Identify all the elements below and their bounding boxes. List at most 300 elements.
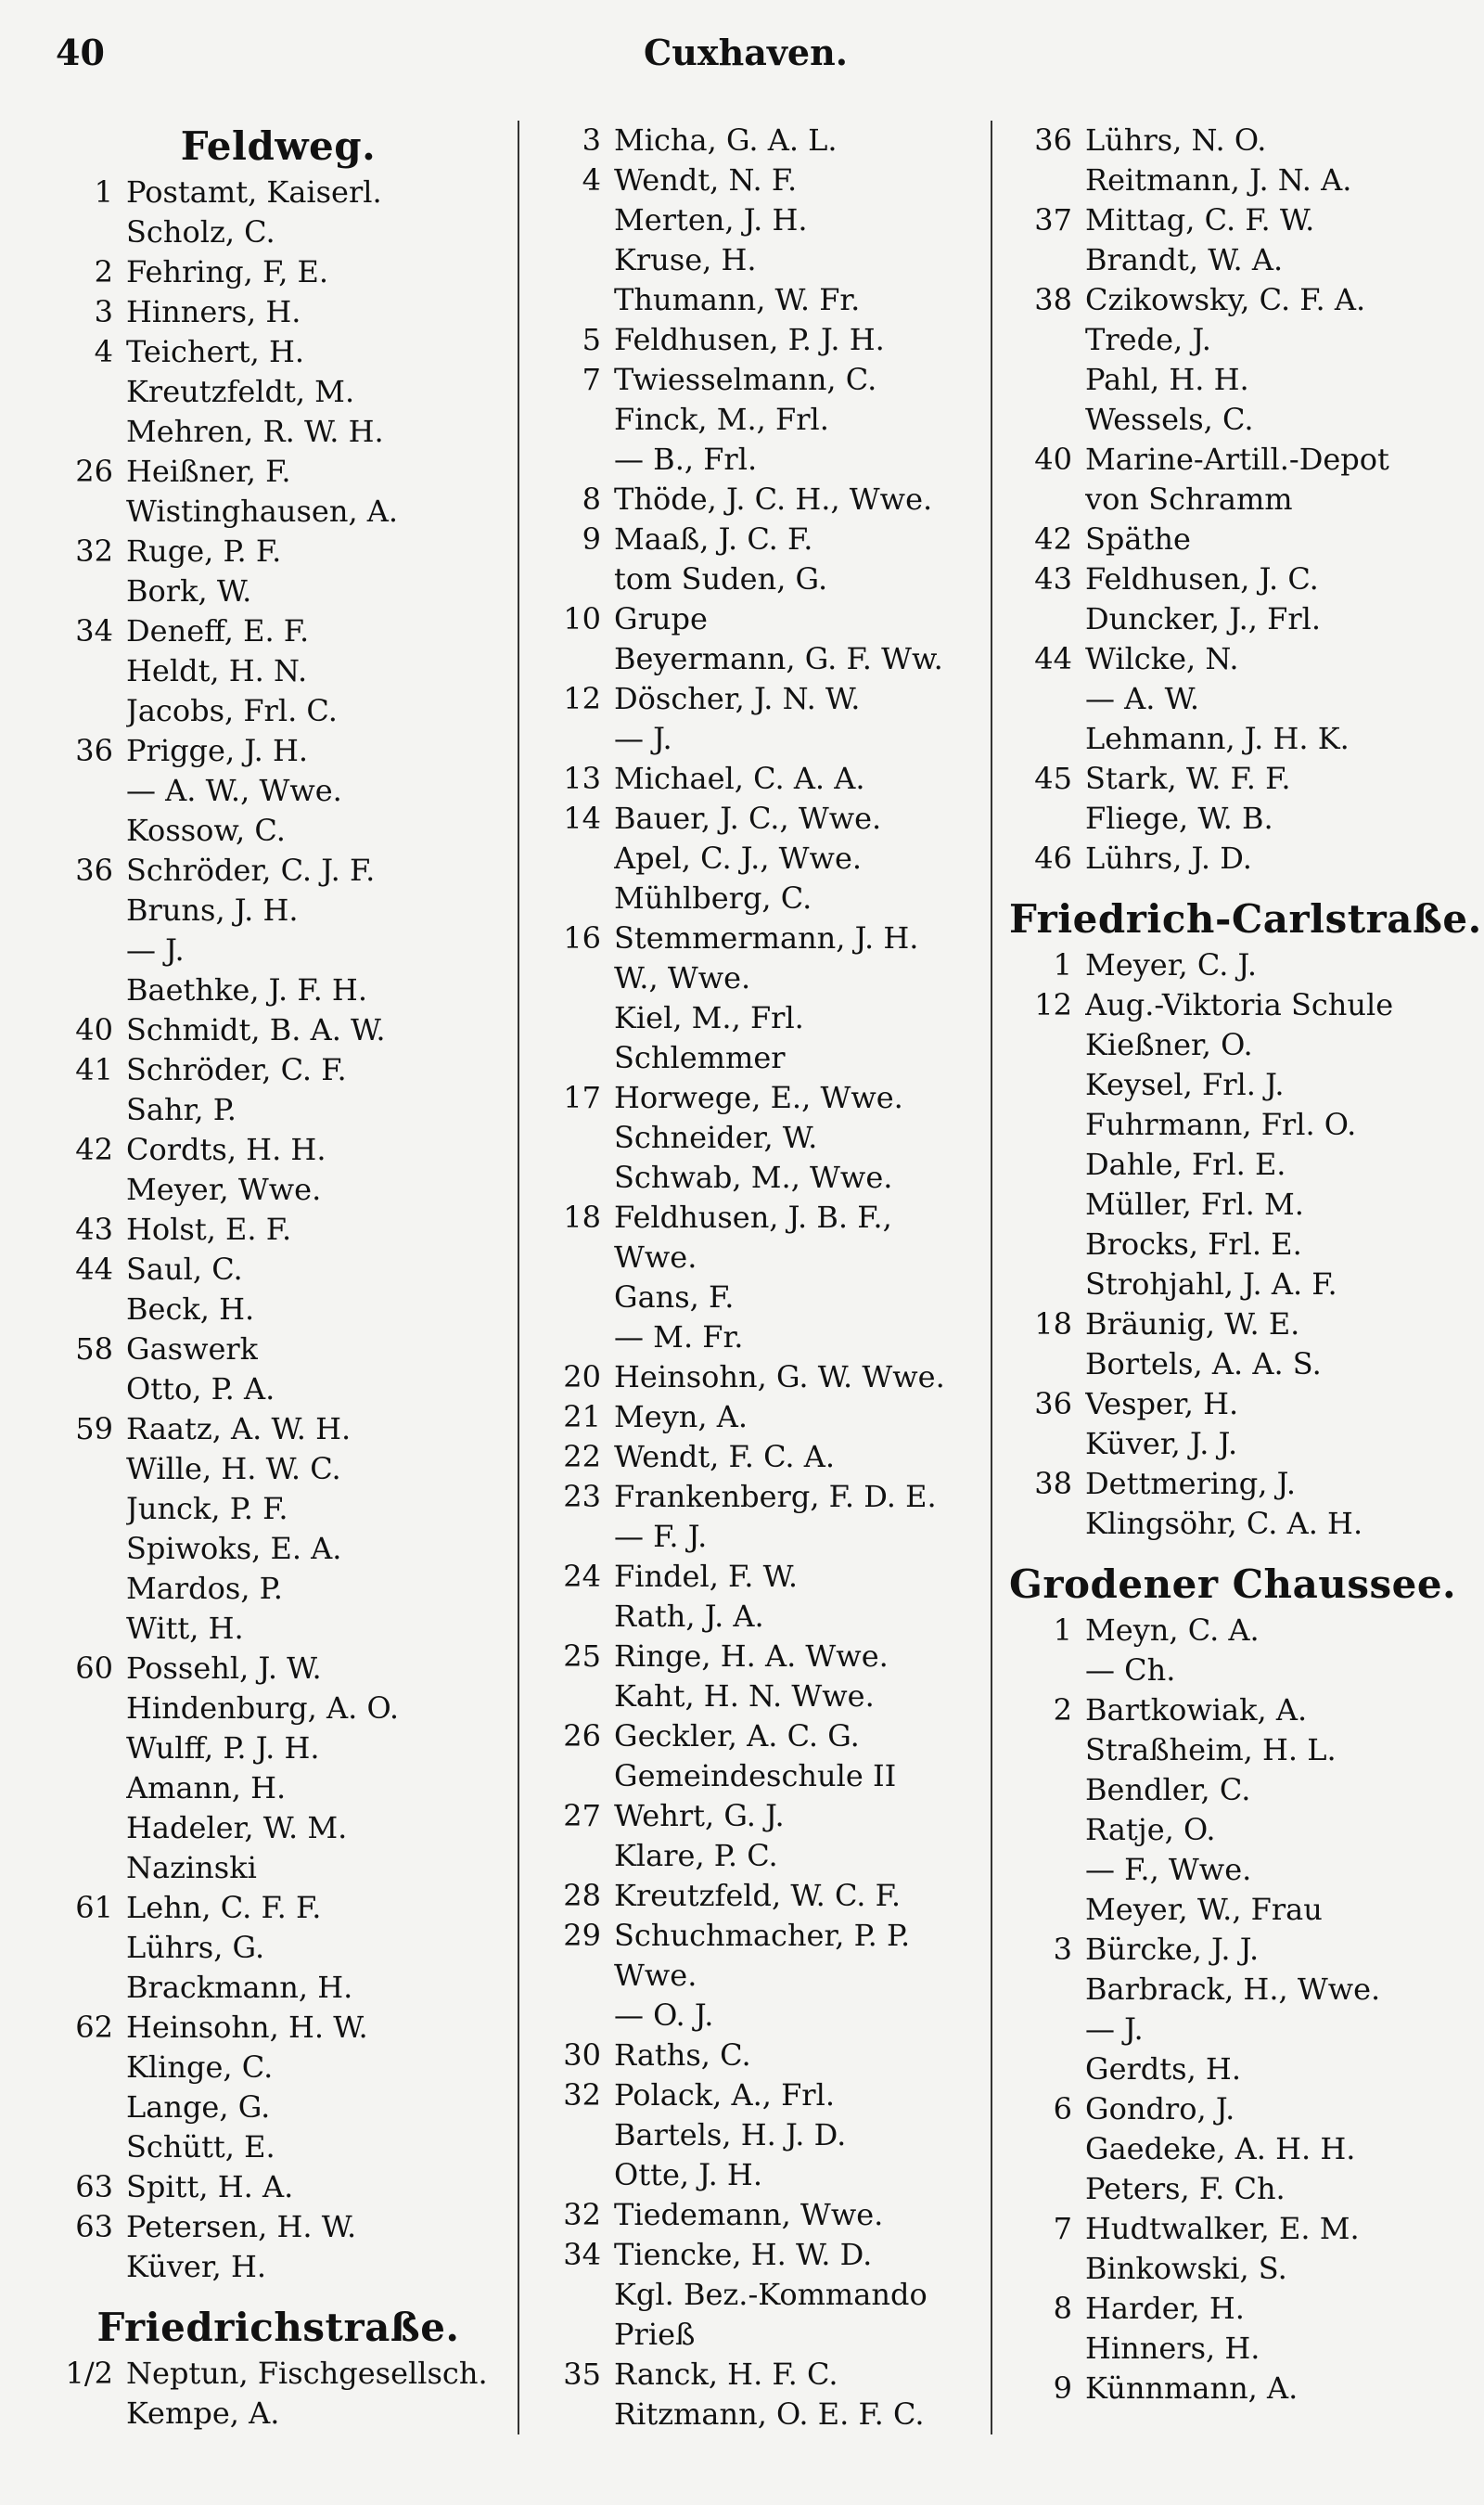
house-number: 43 [75,1212,113,1247]
directory-entry [56,2008,501,2048]
directory-entry [56,2048,501,2088]
resident-name: — A. W., Wwe. [126,773,342,808]
house-number [538,958,614,998]
house-number [1009,240,1085,280]
house-number: 42 [1034,521,1072,557]
directory-entry [538,2315,981,2355]
house-number: 2 [1053,1692,1072,1728]
resident-name: Frankenberg, F. D. E. [614,1479,937,1514]
directory-entry [56,1489,501,1529]
directory-entry [538,918,981,958]
house-number [538,200,614,240]
resident-name: Beyermann, G. F. Ww. [614,641,943,676]
directory-entry [1009,2010,1436,2049]
house-number: 2 [94,254,113,289]
resident-name: Twiesselmann, C. [614,362,877,397]
directory-entry [56,691,501,731]
directory-entry [1009,2289,1436,2329]
directory-entry [1009,1265,1436,1304]
directory-entry [56,173,501,212]
house-number: 24 [563,1559,601,1594]
directory-entry [56,1968,501,2008]
directory-entry [538,2395,981,2434]
house-number [56,1090,126,1130]
house-number: 40 [75,1012,113,1047]
directory-entry [56,1888,501,1928]
house-number: 18 [1034,1306,1072,1342]
resident-name: Fuhrmann, Frl. O. [1085,1107,1357,1142]
house-number: 30 [563,2037,601,2073]
resident-name: Feldhusen, P. J. H. [614,322,885,357]
house-number: 3 [582,122,601,158]
house-number [538,2395,614,2434]
house-number [538,1996,614,2036]
house-number [56,1529,126,1569]
resident-name: Tiencke, H. W. D. [614,2237,873,2272]
directory-entry [538,1876,981,1916]
house-number: 63 [75,2209,113,2244]
house-number [1009,1225,1085,1265]
directory-entry [56,611,501,651]
house-number: 32 [563,2197,601,2232]
directory-entry [538,1557,981,1597]
directory-entry [538,1198,981,1238]
house-number [538,1517,614,1557]
resident-name: Gemeindeschule II [614,1758,897,1793]
house-number [1009,1810,1085,1850]
directory-entry [538,2115,981,2155]
resident-name: Hinners, H. [1085,2331,1260,2366]
directory-entry [538,2235,981,2275]
house-number [538,1238,614,1278]
house-number: 16 [563,920,601,956]
house-number [56,771,126,811]
resident-name: Otto, P. A. [126,1371,275,1407]
house-number [538,2275,614,2315]
directory-entry [1009,200,1436,240]
resident-name: Gaswerk [126,1331,259,1367]
directory-entry [538,679,981,719]
resident-name: Petersen, H. W. [126,2209,357,2244]
resident-name: Aug.-Viktoria Schule [1085,987,1394,1022]
house-number: 10 [563,601,601,636]
directory-entry [56,811,501,851]
resident-name: Küver, J. J. [1085,1426,1238,1461]
house-number [538,839,614,879]
directory-entry [1009,1065,1436,1105]
resident-name: Ruge, P. F. [126,533,282,569]
directory-entry [538,839,981,879]
directory-entry [538,2036,981,2075]
resident-name: Otte, J. H. [614,2157,762,2192]
resident-name: Schwab, M., Wwe. [614,1160,893,1195]
house-number: 1 [94,174,113,210]
resident-name: Micha, G. A. L. [614,122,838,158]
directory-entry [1009,2249,1436,2289]
resident-name: — Ch. [1085,1652,1176,1688]
directory-entry [538,1517,981,1557]
directory-entry [538,1437,981,1477]
directory-entry [56,1808,501,1848]
resident-name: — F., Wwe. [1085,1852,1252,1887]
resident-name: — J. [126,932,185,968]
house-number [56,2127,126,2167]
directory-entry [538,1278,981,1317]
directory-entry [56,731,501,771]
house-number [1009,2169,1085,2209]
directory-entry [56,412,501,452]
house-number [1009,320,1085,360]
directory-entry [56,891,501,931]
directory-entry [538,280,981,320]
directory-entry [56,1768,501,1808]
house-number: 60 [75,1651,113,1686]
house-number [538,879,614,918]
column-3 [991,121,1482,2434]
resident-name: tom Suden, G. [614,561,828,597]
house-number [538,240,614,280]
street-heading: Grodener Chaussee. [1009,1561,1457,1607]
resident-name: Reitmann, J. N. A. [1085,162,1352,198]
resident-name: Mittag, C. F. W. [1085,202,1315,238]
resident-name: — J. [1085,2011,1144,2047]
house-number: 9 [582,521,601,557]
directory-entry [56,1250,501,1290]
directory-entry [56,1409,501,1449]
house-number [1009,1344,1085,1384]
directory-entry [538,599,981,639]
directory-entry [56,532,501,572]
house-number [538,1158,614,1198]
resident-name: Wessels, C. [1085,402,1254,437]
directory-entry [538,1317,981,1357]
house-number: 4 [582,162,601,198]
resident-name: Gaedeke, A. H. H. [1085,2131,1356,2166]
directory-entry [1009,480,1436,520]
directory-entry [1009,1504,1436,1544]
resident-name: Schmidt, B. A. W. [126,1012,386,1047]
house-number [56,412,126,452]
resident-name: Apel, C. J., Wwe. [614,841,863,876]
resident-name: Wille, H. W. C. [126,1451,341,1486]
house-number: 36 [1034,122,1072,158]
resident-name: Meyn, A. [614,1399,748,1434]
house-number: 34 [75,613,113,649]
house-number: 7 [582,362,601,397]
directory-entry [56,1728,501,1768]
house-number [56,492,126,532]
directory-entry [538,1597,981,1637]
directory-entry [1009,520,1436,559]
directory-entry [538,799,981,839]
directory-entry [538,2075,981,2115]
house-number [1009,2010,1085,2049]
house-number [56,970,126,1010]
resident-name: Pahl, H. H. [1085,362,1249,397]
directory-entry [538,1756,981,1796]
house-number: 40 [1034,442,1072,477]
resident-name: Keysel, Frl. J. [1085,1067,1285,1102]
resident-name: Peters, F. Ch. [1085,2171,1286,2206]
resident-name: Meyer, Wwe. [126,1172,322,1207]
directory-entry [1009,839,1436,879]
house-number [538,719,614,759]
directory-entry [1009,1025,1436,1065]
house-number [56,2088,126,2127]
directory-entry [56,1170,501,1210]
house-number [1009,1145,1085,1185]
resident-name: Feldhusen, J. C. [1085,561,1319,597]
directory-entry [1009,1344,1436,1384]
house-number [56,1968,126,2008]
directory-entry [1009,1850,1436,1890]
directory-entry [1009,1105,1436,1145]
directory-entry [538,1158,981,1198]
house-number [538,1038,614,1078]
directory-entry [538,161,981,200]
house-number [56,1609,126,1649]
house-number [1009,1970,1085,2010]
resident-name: Hadeler, W. M. [126,1810,348,1845]
house-number [56,1848,126,1888]
resident-name: — J. [614,721,672,756]
directory-entry [538,200,981,240]
house-number [56,691,126,731]
resident-name: Thöde, J. C. H., Wwe. [614,482,933,517]
resident-name: Lehmann, J. H. K. [1085,721,1350,756]
resident-name: Kreutzfeld, W. C. F. [614,1878,902,1913]
directory-entry [56,1050,501,1090]
resident-name: Prieß [614,2317,696,2352]
house-number: 8 [1053,2291,1072,2326]
resident-name: Kossow, C. [126,813,286,848]
directory-entry [538,1996,981,2036]
house-number: 26 [75,454,113,489]
house-number [538,559,614,599]
house-number [56,2247,126,2287]
house-number: 27 [563,1798,601,1833]
resident-name: Postamt, Kaiserl. [126,174,382,210]
resident-name: — A. W. [1085,681,1200,716]
resident-name: Kaht, H. N. Wwe. [614,1678,875,1714]
resident-name: Kiel, M., Frl. [614,1000,804,1035]
directory-entry [1009,945,1436,985]
resident-name: Kgl. Bez.-Kommando [614,2277,928,2312]
house-number: 1/2 [65,2356,113,2391]
house-number: 38 [1034,282,1072,317]
directory-entry [538,121,981,161]
resident-name: Künnmann, A. [1085,2370,1298,2406]
directory-entry [538,1637,981,1676]
house-number: 22 [563,1439,601,1474]
house-number [538,639,614,679]
house-number: 12 [563,681,601,716]
resident-name: Mühlberg, C. [614,880,812,916]
house-number: 18 [563,1200,601,1235]
directory-entry [1009,2169,1436,2209]
directory-entry [56,1529,501,1569]
house-number: 63 [75,2169,113,2204]
directory-entry [538,320,981,360]
house-number: 14 [563,801,601,836]
resident-name: Lehn, C. F. F. [126,1890,322,1925]
resident-name: Horwege, E., Wwe. [614,1080,903,1115]
resident-name: Schütt, E. [126,2129,275,2165]
directory-entry [1009,1384,1436,1424]
directory-entry [538,1357,981,1397]
resident-name: Scholz, C. [126,214,275,250]
house-number [56,1689,126,1728]
street-heading: Friedrichstraße. [96,2305,460,2350]
house-number [1009,1185,1085,1225]
directory-entry [1009,1690,1436,1730]
directory-entry [56,252,501,292]
house-number: 36 [75,853,113,888]
directory-entry [1009,1730,1436,1770]
directory-entry [1009,2329,1436,2369]
directory-entry [538,2355,981,2395]
resident-name: Wwe. [614,1240,697,1275]
directory-entry [1009,360,1436,400]
resident-name: Bürcke, J. J. [1085,1932,1260,1967]
resident-name: Amann, H. [126,1770,287,1805]
directory-entry [1009,2209,1436,2249]
directory-entry [56,1290,501,1330]
house-number: 23 [563,1479,601,1514]
resident-name: Wehrt, G. J. [614,1798,785,1833]
directory-entry [1009,2049,1436,2089]
resident-name: Junck, P. F. [126,1491,288,1526]
directory-columns [56,121,1482,2434]
house-number [56,1449,126,1489]
directory-entry [56,1689,501,1728]
resident-name: Heißner, F. [126,454,291,489]
resident-name: Prigge, J. H. [126,733,309,768]
directory-entry [1009,161,1436,200]
house-number [538,1836,614,1876]
resident-name: Gondro, J. [1085,2091,1235,2126]
resident-name: Schlemmer [614,1040,786,1075]
directory-entry [1009,240,1436,280]
directory-entry [1009,1304,1436,1344]
directory-entry [1009,599,1436,639]
directory-entry [1009,1145,1436,1185]
directory-entry [56,2088,501,2127]
resident-name: Sahr, P. [126,1092,237,1127]
directory-entry [56,372,501,412]
resident-name: Wulff, P. J. H. [126,1730,320,1766]
resident-name: Stark, W. F. F. [1085,761,1291,796]
directory-entry [1009,759,1436,799]
resident-name: Kreutzfeldt, M. [126,374,355,409]
directory-entry [56,1010,501,1050]
house-number: 46 [1034,841,1072,876]
directory-entry [538,998,981,1038]
house-number [538,1317,614,1357]
directory-entry [1009,559,1436,599]
resident-name: Mehren, R. W. H. [126,414,384,449]
house-number: 7 [1053,2211,1072,2246]
resident-name: Schröder, C. F. [126,1052,347,1087]
directory-entry [1009,679,1436,719]
directory-entry [1009,1810,1436,1850]
resident-name: Meyer, C. J. [1085,947,1258,983]
resident-name: Grupe [614,601,708,636]
house-number [1009,1504,1085,1544]
house-number [538,1676,614,1716]
directory-entry [56,452,501,492]
directory-entry [538,2275,981,2315]
directory-entry [538,1796,981,1836]
resident-name: Deneff, E. F. [126,613,310,649]
resident-name: Klinge, C. [126,2049,274,2085]
street-heading: Friedrich-Carlstraße. [1009,896,1482,942]
directory-entry [56,1848,501,1888]
resident-name: Finck, M., Frl. [614,402,829,437]
resident-name: Barbrack, H., Wwe. [1085,1972,1381,2007]
house-number [1009,679,1085,719]
house-number [1009,2129,1085,2169]
directory-entry [538,360,981,400]
house-number: 1 [1053,1612,1072,1648]
house-number [1009,1025,1085,1065]
house-number: 6 [1053,2091,1072,2126]
directory-entry [1009,2369,1436,2409]
house-number [538,1278,614,1317]
house-number [538,2315,614,2355]
directory-entry [1009,440,1436,480]
resident-name: Polack, A., Frl. [614,2077,835,2113]
resident-name: Ranck, H. F. C. [614,2357,838,2392]
house-number [56,372,126,412]
resident-name: Feldhusen, J. B. F., [614,1200,892,1235]
resident-name: Rath, J. A. [614,1599,764,1634]
directory-entry [56,332,501,372]
directory-entry [538,719,981,759]
resident-name: Dettmering, J. [1085,1466,1297,1501]
directory-entry [538,2195,981,2235]
resident-name: Wendt, N. F. [614,162,798,198]
resident-name: Raatz, A. W. H. [126,1411,352,1446]
resident-name: Wwe. [614,1958,697,1993]
directory-entry [56,2127,501,2167]
house-number [538,998,614,1038]
house-number [56,651,126,691]
directory-entry [1009,280,1436,320]
house-number [1009,1770,1085,1810]
resident-name: Hudtwalker, E. M. [1085,2211,1360,2246]
house-number [56,1808,126,1848]
directory-entry [56,2354,501,2394]
directory-entry [56,2394,501,2434]
directory-entry [538,1477,981,1517]
house-number: 13 [563,761,601,796]
house-number [56,2048,126,2088]
directory-entry [56,2247,501,2287]
house-number [56,1728,126,1768]
house-number: 25 [563,1638,601,1674]
resident-name: Gans, F. [614,1279,735,1315]
house-number: 9 [1053,2370,1072,2406]
resident-name: Bartels, H. J. D. [614,2117,847,2152]
house-number: 37 [1034,202,1072,238]
directory-entry [1009,719,1436,759]
house-number [56,1369,126,1409]
resident-name: Findel, F. W. [614,1559,799,1594]
house-number: 45 [1034,761,1072,796]
directory-entry [1009,639,1436,679]
house-number [1009,1105,1085,1145]
